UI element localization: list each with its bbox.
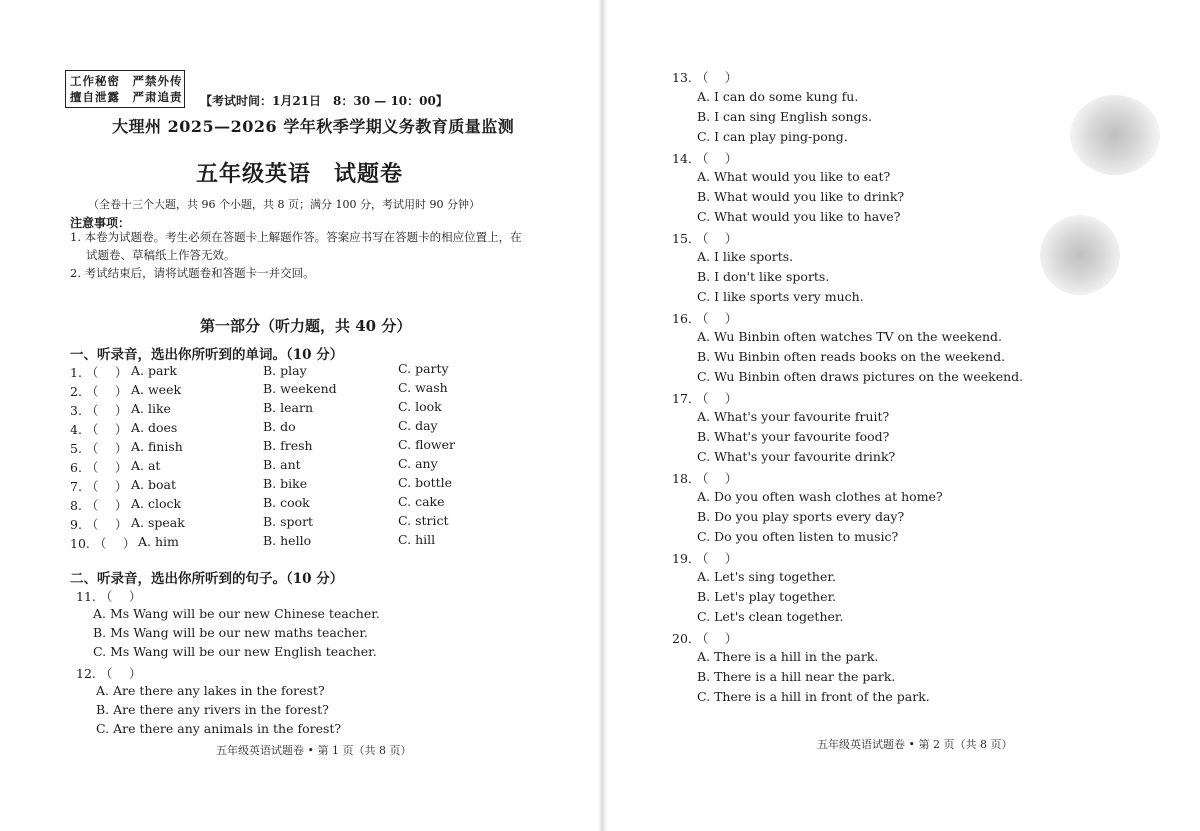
stamp-line-2: 擅自泄露 严肃追责 xyxy=(70,90,183,104)
word-option-a: A. at xyxy=(131,458,161,473)
word-option-b: B. fresh xyxy=(263,438,313,453)
word-option-b: B. ant xyxy=(263,457,301,472)
word-option-b: B. bike xyxy=(263,476,308,491)
question-15-option-b: B. I don't like sports. xyxy=(697,269,830,284)
question-11-option-b: B. Ms Wang will be our new maths teacher. xyxy=(93,625,368,640)
question-20-option-a: A. There is a hill in the park. xyxy=(697,649,879,664)
question-16-option-c: C. Wu Binbin often draws pictures on the weekend. xyxy=(697,369,1024,384)
bleed-through-image xyxy=(1070,95,1160,175)
page-1-footer: 五年级英语试题卷 • 第 1 页（共 8 页） xyxy=(216,744,412,757)
question-15-number: 15. （ ） xyxy=(672,231,738,246)
question-18-option-c: C. Do you often listen to music? xyxy=(697,529,899,544)
question-16-option-a: A. Wu Binbin often watches TV on the weekend. xyxy=(697,329,1003,344)
word-option-b: B. cook xyxy=(263,495,310,510)
bleed-through-image xyxy=(1040,215,1120,295)
question-14-option-b: B. What would you like to drink? xyxy=(697,189,905,204)
notice-title: 注意事项： xyxy=(70,216,131,230)
word-question-number: 6. （ ） xyxy=(70,460,128,475)
exam-header: 大理州 2025—2026 学年秋季学期义务教育质量监测 xyxy=(112,117,515,136)
word-option-b: B. play xyxy=(263,363,307,378)
question-14-number: 14. （ ） xyxy=(672,151,738,166)
exam-page-2 xyxy=(600,0,1200,831)
section-1-title: 一、听录音，选出你所听到的单词。（10 分） xyxy=(70,347,344,363)
word-question-number: 10. （ ） xyxy=(70,536,136,551)
question-14-option-c: C. What would you like to have? xyxy=(697,209,901,224)
question-12-option-b: B. Are there any rivers in the forest? xyxy=(96,702,329,717)
question-11-number: 11. （ ） xyxy=(76,589,142,604)
word-option-a: A. clock xyxy=(131,496,182,511)
word-option-c: C. flower xyxy=(398,437,456,452)
question-17-option-c: C. What's your favourite drink? xyxy=(697,449,896,464)
stamp-line-1: 工作秘密 严禁外传 xyxy=(70,74,183,88)
question-11-option-a: A. Ms Wang will be our new Chinese teacher. xyxy=(93,606,380,621)
word-question-number: 1. （ ） xyxy=(70,365,128,380)
question-18-option-b: B. Do you play sports every day? xyxy=(697,509,905,524)
word-option-b: B. sport xyxy=(263,514,314,529)
question-18-number: 18. （ ） xyxy=(672,471,738,486)
question-19-number: 19. （ ） xyxy=(672,551,738,566)
word-option-b: B. do xyxy=(263,419,296,434)
section-2-title: 二、听录音，选出你所听到的句子。（10 分） xyxy=(70,571,344,587)
word-question-number: 5. （ ） xyxy=(70,441,128,456)
word-option-a: A. boat xyxy=(131,477,176,492)
word-option-c: C. any xyxy=(398,456,438,471)
word-option-a: A. park xyxy=(131,363,177,378)
exam-time: 【考试时间：1月21日 8：30 — 10：00】 xyxy=(200,94,448,108)
word-option-c: C. party xyxy=(398,361,449,376)
word-option-a: A. speak xyxy=(131,515,185,530)
question-16-number: 16. （ ） xyxy=(672,311,738,326)
question-18-option-a: A. Do you often wash clothes at home? xyxy=(697,489,943,504)
question-11-option-c: C. Ms Wang will be our new English teacher. xyxy=(93,644,377,659)
word-question-number: 8. （ ） xyxy=(70,498,128,513)
question-20-option-c: C. There is a hill in front of the park. xyxy=(697,689,930,704)
notice-item-2: 2. 考试结束后，请将试题卷和答题卡一并交回。 xyxy=(70,266,315,280)
question-13-number: 13. （ ） xyxy=(672,70,738,85)
paper-info: （全卷十三个大题，共 96 个小题，共 8 页；满分 100 分，考试用时 90 分钟） xyxy=(88,198,480,211)
word-option-c: C. wash xyxy=(398,380,448,395)
exam-title: 五年级英语 试题卷 xyxy=(196,161,404,187)
question-17-number: 17. （ ） xyxy=(672,391,738,406)
notice-item-1-cont: 试题卷、草稿纸上作答无效。 xyxy=(86,248,236,262)
word-option-a: A. finish xyxy=(131,439,183,454)
question-19-option-b: B. Let's play together. xyxy=(697,589,837,604)
word-question-number: 9. （ ） xyxy=(70,517,128,532)
word-question-number: 7. （ ） xyxy=(70,479,128,494)
word-question-number: 4. （ ） xyxy=(70,422,128,437)
question-15-option-a: A. I like sports. xyxy=(697,249,794,264)
question-20-option-b: B. There is a hill near the park. xyxy=(697,669,896,684)
word-option-a: A. like xyxy=(131,401,171,416)
notice-item-1: 1. 本卷为试题卷。考生必须在答题卡上解题作答。答案应书写在答题卡的相应位置上，在 xyxy=(70,230,522,244)
word-option-b: B. weekend xyxy=(263,381,337,396)
word-option-c: C. cake xyxy=(398,494,445,509)
word-option-b: B. hello xyxy=(263,533,312,548)
question-17-option-a: A. What's your favourite fruit? xyxy=(697,409,890,424)
word-option-c: C. strict xyxy=(398,513,449,528)
word-option-c: C. hill xyxy=(398,532,436,547)
part-title: 第一部分（听力题，共 40 分） xyxy=(200,317,412,335)
word-option-a: A. him xyxy=(138,534,179,549)
word-question-number: 3. （ ） xyxy=(70,403,128,418)
question-15-option-c: C. I like sports very much. xyxy=(697,289,864,304)
question-20-number: 20. （ ） xyxy=(672,631,738,646)
question-12-option-c: C. Are there any animals in the forest? xyxy=(96,721,342,736)
question-12-number: 12. （ ） xyxy=(76,666,142,681)
word-option-b: B. learn xyxy=(263,400,314,415)
word-option-a: A. does xyxy=(131,420,178,435)
word-option-c: C. bottle xyxy=(398,475,453,490)
question-12-option-a: A. Are there any lakes in the forest? xyxy=(96,683,325,698)
page-2-footer: 五年级英语试题卷 • 第 2 页（共 8 页） xyxy=(817,738,1013,751)
question-13-option-c: C. I can play ping-pong. xyxy=(697,129,848,144)
question-13-option-a: A. I can do some kung fu. xyxy=(697,89,859,104)
question-17-option-b: B. What's your favourite food? xyxy=(697,429,890,444)
word-option-c: C. day xyxy=(398,418,438,433)
question-19-option-a: A. Let's sing together. xyxy=(697,569,836,584)
question-19-option-c: C. Let's clean together. xyxy=(697,609,844,624)
confidential-stamp xyxy=(65,70,185,108)
word-option-c: C. look xyxy=(398,399,442,414)
question-13-option-b: B. I can sing English songs. xyxy=(697,109,872,124)
word-question-number: 2. （ ） xyxy=(70,384,128,399)
question-16-option-b: B. Wu Binbin often reads books on the weekend. xyxy=(697,349,1006,364)
word-option-a: A. week xyxy=(131,382,182,397)
question-14-option-a: A. What would you like to eat? xyxy=(697,169,891,184)
